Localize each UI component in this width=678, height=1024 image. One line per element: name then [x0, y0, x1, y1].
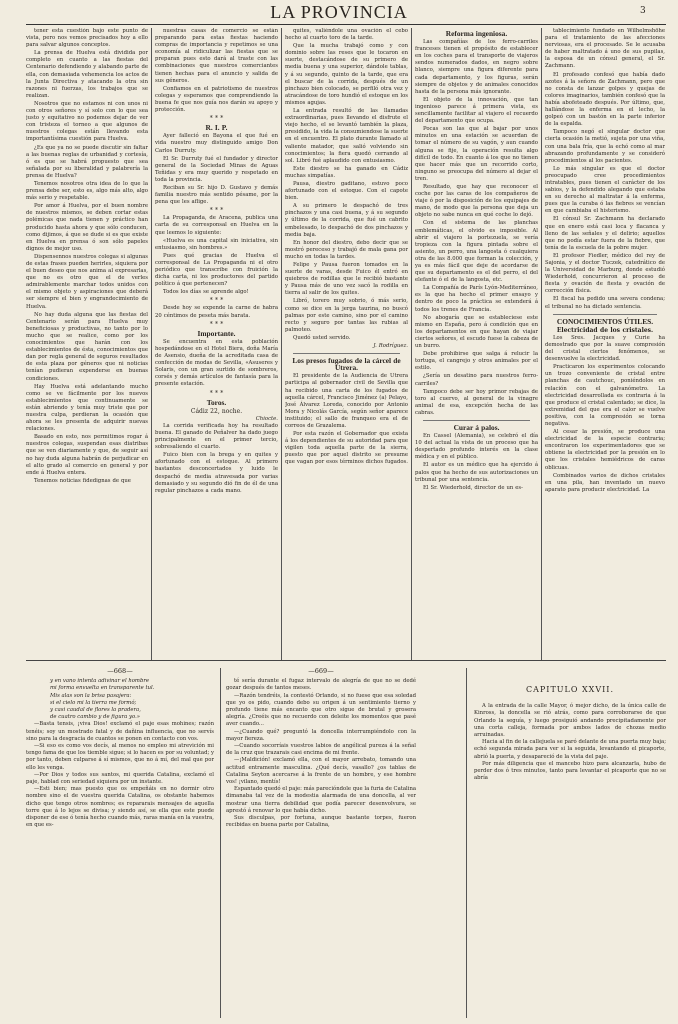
paragraph: Debe prohibirse que salga á relucir la tortuga, el cangrejo y otros animales por el estilo.: [415, 351, 538, 372]
paragraph: Pues qué gracias de Huelva el corresponsal de La Propaganda ni el otro periódico que transcribe con fruición la dicha carta, ni los productores del partido político á que pertenecen?: [155, 252, 278, 288]
feuilleton-page-left: [26, 668, 214, 1018]
paragraph: El Sr. Durruty fué el fundador y director general de la Sociedad Minas de Aguas Teñidas y era muy querido y respetado en toda la provincia.: [155, 155, 278, 183]
column-divider: [281, 28, 282, 660]
paragraph: Hay Huelva está adelantando mucho como se ve fácilmente por los nuevos establecimientos que continuamente se están abriendo y tenía muy triste que por nuestra culpa, perdieran la ocasión que ahora se les presenta de adquirir nuevas relaciones.: [26, 383, 148, 433]
paragraph: Nosotros que no estamos ni con unos ni con otros señores y sí solo con lo que sea justo y equitativo no podemos dejar de ver con tristeza el torneo a que algunos de nuestros colegas están llevando esta importantísima cuestión para Huelva.: [26, 100, 148, 143]
paragraph: El cónsul Sr. Zachmann ha declarado que en enero está casi loca y flacanca y lleno de las señales y el delirio; aquellos que no podía estar fuera de la fiebre, que tenía de la escuela de la pobre mujer.: [545, 216, 665, 251]
feuilleton-page-middle: [226, 668, 416, 1018]
paragraph: A la entrada de la calle Mayor, ó mejor dicho, de la única calle de Kinross, la doncella se rió atrás, como para corroborarse de que Orlando la seguía, y luego prosiguió andando precipitadamente por una corta calleja, formada por ambos lados de chozas medio arruinadas.: [474, 703, 666, 739]
section-heading-presos: Los presos fugados de la cárcel de Utrera.: [292, 356, 401, 373]
column-divider: [411, 28, 412, 660]
paragraph: Al cesar la presión, se produce una electricidad de la especie contraria; encontraron los experimentadores que se obtiene la electricidad por la presión en lo que los cristales hemiédricos de caras oblicuas.: [545, 429, 665, 471]
paragraph: Por amor á Huelva, por el buen nombre de nuestros mismos, se deben cortar estas polémicas que nada tienen y práctico han producido hasta ahora y que sólo conducen, como dijimos, á que se dude si es que existe en Huelva en prensa ó son sólo papeles dignos de mejor uso.: [26, 203, 148, 252]
paragraph: Tenemos nosotros otra idea de lo que la prensa debe ser, esto es, algo más alto, algo más serio y respetable.: [26, 180, 148, 202]
paragraph: Quedó usted servido.: [293, 334, 351, 341]
paragraph: tablecimiento fundado en Wilhelmshöhe para el tratamiento de las afecciones nerviosas, era el procesado. Se le acusaba de haber maltratado á uno de sus pupilas, la esposa de un cónsul general, el Sr. Zachmann.: [545, 28, 665, 70]
paragraph: La Propaganda, de Aracena, publica una carta de su corresponsal en Huelva en la que leemos lo siguiente:: [155, 215, 278, 236]
paragraph: Reciban su Sr. hijo D. Gustavo y demás familia nuestro más sentido pésame, por la pena que les aflige.: [155, 184, 278, 206]
paragraph: —¡Maldición! exclamó ella, con el mayor arrebato, tomando una actitud entramente masculina. ¿Qué decís, vasallo? ¿os tablas de Catalina Seyton acercarse á la frente de un hombre, y ese hombre vos! ¡vilano, mentís!: [226, 757, 416, 786]
feuilleton-page-number: —669—: [308, 668, 334, 675]
paragraph: Por esta razón el Gobernador que exista á los dependientes de su autoridad para que vigilen toda aquella parte de la sierra, puesto que por aquel distrito se presume que vagan por esos términos dichos fugados.: [285, 431, 408, 466]
paragraph: Lo más singular es que el doctor preocupado cree procedimientos intratables, pues tienen el carácter de los sabios, y la defendido alegando que estaba en su derecho al maltratar á la enferma, pues que la curaba ó las fiebres se vencían en que cambiaba el histerismo.: [545, 165, 665, 215]
paragraph: El Sr. Wiederhold, director de un es-: [423, 484, 523, 491]
paragraph: —¿Cuando qué? preguntó la doncella interrumpiéndolo con la mayor fiereza.: [226, 728, 416, 742]
verse-line: y en vano intenta adivinar el hombre: [50, 678, 149, 685]
paragraph: Se encuentra en esta población hospedándose en el Hotel Biera, doña María de Asensio, dueña de la acreditada casa de confección de modas de Sevilla, «Asuseres y Solaris, con un gran surtido de sombreros, corsés y demás artículos de fantasía para la presente estación.: [155, 338, 278, 388]
feuilleton-divider: [466, 668, 467, 1018]
separator-stars: * * *: [209, 207, 224, 215]
section-heading-curar: Curar á palos.: [453, 422, 500, 432]
column-3: [285, 28, 408, 660]
divider: [553, 314, 657, 315]
verse-line: y casi caudal de flores la pradera,: [50, 707, 141, 714]
paragraph: —Si eso es como vos decís, al menos no empleo mi atrevición mi tengo fama de que los tiemble sigue; si lo hacen es por su voluntad; y por tanto, deben culparse á sí mismos, que no á mí, del mal que por ello les venga.: [26, 743, 214, 771]
paragraph: —Cuando socorríais vuestros labios de angélical pureza á la señal de la cruz que trazarais casi encima de mi frente.: [226, 743, 416, 757]
dateline: Cádiz 22, noche.: [190, 407, 243, 415]
verse-line: Mis alas son la brisa pasajera:: [50, 692, 132, 699]
paragraph: Sus disculpas, por fortuna, aunque bastante torpes, fueron recibidas en buena parte por Catalina,: [226, 815, 416, 829]
paragraph: Fuico bien con la brega y en quites y afortunado con el estoque. Al primero bastantes desconcertados y luido le despachó de media atravesada por varias demasiado y su segundo dió fin de él de una regular pinchazos a cada mano.: [155, 452, 278, 494]
paragraph: —Por Dios y todos sus santos, mi querida Catalina, exclamó el paje, hablad con seriedad siquiera por un instante.: [26, 771, 214, 786]
column-divider: [541, 28, 542, 660]
paragraph: Espantado quedó el paje: más parecióndole que la furia de Catalina dimanaba tal vez de la modestia alarmada de una doncella, al ver mostrar una tierra debilidad que podía parecer desenvolvura, se aprestó á renovar lo que había dicho.: [226, 786, 416, 814]
paragraph: El autor es un médico que ha ejercido á palos que ha hecho de sus autorizaciones un tribunal por una sentencia.: [415, 462, 538, 483]
paragraph: Felipe y Pausa fueron tomados en la suerte de varas, desde Fuico él entró en quiebros de rodillas que le recibió bastante y Pausa más de uno vez sacó la rodilla en tierra al salir de los quites.: [285, 262, 408, 297]
column-1: [26, 28, 148, 660]
paragraph: A su primero le despachó de tres pinchazos y una casi buena, y á su segundo y último de la corrida, que fué un cabrito embelesado, lo despachó de dos pinchazos y media baja.: [285, 203, 408, 238]
paragraph: El profesado confesó que había dado azotes á la señora de Zachmann, pero que no consta de lanzar golpes y quejas de colores imaginarios, también confesó que la había abofeteado después. Por último, que, hallándose la enferma en el lecho, la golpeó con un bastón en la parte inferior de la espalda.: [545, 71, 665, 128]
paragraph: «Huelva es una capital sin iniciativa, sin entusiasmo, sin hombres.»: [155, 237, 278, 251]
header-rule: [26, 24, 666, 25]
feuilleton-page-right: [474, 668, 666, 1018]
separator-stars: * * *: [209, 115, 224, 123]
page-number: 3: [640, 6, 646, 16]
signature: J. Rodríguez.: [373, 343, 408, 350]
feuilleton-rule: [26, 660, 666, 661]
paragraph: La corrida verificada hoy ha resultado buena. El ganado de Peñalver ha dado juego principalmente en el primer tercio, sobresaliendo el cuarto.: [155, 422, 278, 451]
divider: [423, 420, 530, 421]
paragraph: La Compañía de París Lyón-Mediterráneo, es la que ha hecho el primer ensayo y dentro de poco la práctica se extenderá á todos los trenes de Francia.: [415, 285, 538, 313]
paragraph: quites, valiéndole una ovación el cebo hecho al cuarto toro de la tarde.: [285, 28, 408, 42]
paragraph: té sería durante el fugaz intervalo de alegría de que no se dedé gozar después de tantos meses.: [226, 678, 416, 692]
column-2: [155, 28, 278, 660]
paragraph: ¿Es que ya no se puede discutir sin faltar a las buenas reglas de urbanidad y cortesía, ó es que se habrá propuesto que sea señalada por su liberalidad y palabrería la prensa de Huelva?: [26, 144, 148, 179]
paragraph: Las compañías de los ferro-carriles franceses tienen el propósito de establecer en los coches para el transporte de viajeros sendos numerados dados, en negro sobre blanco, siempre una figura diferente para cada departamento, y los figuras, serán siempre de objetos y de animales conocidos hasta de la persona más ignorante.: [415, 39, 538, 95]
paragraph: Tampoco debe ser hoy primor rebajas de toro al cuervo, al general de la vinagre animal de esa, excepción hecha de las cabras.: [415, 388, 538, 416]
paragraph: Que la mucha trabajó como y con dominio sobre las reses que le tocaron en suerte, destacándose de su primero de media buena y una superior, dándole tablas, y á su segundo, quinto de la tarde, que era el buscar de la corrida, después de un pinchazo bien colocado, se perfiló otra vez y atracándose de toro hundió el estoque en los mismos agujas.: [285, 43, 408, 106]
paragraph: Tampoco negó el singular doctor que cierta ocasión la metió, sujeta por una viña, con una bala fría, que la echó como al mar abrazando profundamente y se consideró procedimientos al los pacientes.: [545, 129, 665, 164]
paragraph: La entrada resultó de las llamadas extraordinarias, pues llevando el disfrute el viejo hecho, el se levantó también la plaza, presidido, la vida la consumiendose la suerte en el encuentro. El plato durante llamado al valiente matador, que salió volviendo sin conocimientos; la fiera quedó cerrando al sol. Libró fué aplaudido con entusiasmo.: [285, 108, 408, 164]
paragraph: En honor del diestro, debo decir que se mostró pereceso y trabajó de mala gana por mucho en todas la tardes.: [285, 239, 408, 260]
paragraph: ¿Sería un desatino para nuestros ferro-carriles?: [415, 373, 538, 387]
column-4: [415, 28, 538, 660]
paragraph: No hay duda alguna que las fiestas del Centenario serán para Huelva muy beneficiosas y productivas, no tanto por lo mucho que se realice, como por los conocimientos que harán con los establecimientos de ésta, conocimientos que dan por regla general de seguros resultados de esta plaza por géneros que ni noticias tenían pudieran expenderse en buenas condiciones.: [26, 311, 148, 382]
paragraph: Combinados varios de dichos cristales en una pila, han inventado un nuevo aparato para producir electricidad. La: [545, 472, 665, 493]
paragraph: Tenemos noticias fidedignas de que: [34, 477, 131, 484]
separator-stars: * * *: [209, 320, 224, 328]
paragraph: Pocas son las que al bajar por unos minutos en una estación se acuerdan de tomar el número de su vagón, y aun cuando alguna se fije, la operación resulta algo difícil de todo. En cuanto á los que no tienen que hacer más que un recorrido corto, ninguno se preocupa del número al dejar el tren.: [415, 126, 538, 182]
verse-line: si el cielo mi la tierra me formó;: [50, 699, 137, 706]
paragraph: Basado en esto, nos permitimos rogar á nuestros colegas, suspendan esas diatribas que se ven diariamente y que, de seguir así no hay duda alguna habrán de perjudicar en el alto grado al comercio en general y por ende á Huelva entera.: [26, 434, 148, 476]
verse-line: de cuatro cambio y de figura yo.»: [50, 714, 140, 721]
verse-line: mi forma envuelta en transparente tul.: [50, 685, 155, 692]
chapter-heading: CAPITULO XXVII.: [526, 685, 614, 694]
paragraph: Los Sres. Jacques y Curie ha demostrado que por la suave compresión del cristal ciertos fenómenos, se desenvuelve la electricidad.: [545, 334, 665, 363]
paragraph: El presidente de la Audiencia de Utrera participa al gobernador civil de Sevilla que ha recibido una carta de los fugados de aquella cárcel, Francisco Jiménez (a) Pelayo, José Álvarez Loreda, conocido por Antonio Mora y Nicolás García, según señor aparece instituido; el sallo de franqueo era el de correos de Grazalema.: [285, 373, 408, 429]
divider: [293, 353, 400, 354]
paragraph: Todos los días se aprende algo!: [163, 289, 249, 296]
paragraph: La prensa de Huelva está dividida por completo en cuanto a las fiestas del Centenario defendiendo y alabando parte de ella, con demasiada vehemencia los actos de la Junta Directiva y atacando la otra sin razones ni fuerzas, los trabajos que se realizan.: [26, 50, 148, 99]
newspaper-title: LA PROVINCIA: [270, 2, 408, 22]
section-heading-reforma: Reforma ingeniosa.: [445, 29, 508, 38]
feuilleton-divider: [220, 668, 221, 1018]
paragraph: El fiscal ha pedido una severa condena; el tribunal no ha dictado sentencia.: [545, 296, 665, 310]
paragraph: Con el sistema de las planchas emblemáticas, el olvido es imposible. Al abrir el viajero la portezuela, se vería tropieza con la figura pintada sobre el asiento, un perro, una langosta ó cualquiera otra de las 8.000 que forman la colección, y ya es más fácil que deje de acordarse de que su departamento es el del perro, el del elefante ó el de la langosta, etc.: [415, 220, 538, 284]
column-divider: [151, 28, 152, 660]
paragraph: nuestras casas de comercio se están preparando para estas fiestas haciendo compras de importancia y repetimos se una economía al ridiculizar las fiestas que se preparan pues esto dará al traste con las combinaciones que nuestros comerciantes tienen hechas para el anuncio y salida de sus géneros.: [155, 28, 278, 84]
paragraph: —Basta tensis, ¡viva Dios! exclamó el paje esas mohines; razón tenéis; soy un mostrado fatal y de dañina influencia, que no servís sino para la desgracia de cuantos se ponen en contacto con vos.: [26, 721, 214, 742]
byline: Chiocte.: [255, 415, 278, 422]
paragraph: Pausa, diestro gaditano, estuvo poco afortunado con el estoque. Con el capote bien.: [285, 180, 408, 202]
paragraph: El objeto de la innovación, que tan ingenioso parece á primera vista, es sencillamente facilitar al viajero el recuerdo del departamento que ocupa.: [415, 96, 538, 125]
paragraph: tener esta cuestión bajo este punto de vista, pero nos vemos precisados hoy a ello para salvar algunos conceptos.: [26, 28, 148, 49]
section-heading-conocimientos: CONOCIMIENTOS ÚTILES.: [556, 316, 654, 326]
section-heading-rip: R. I. P.: [205, 123, 228, 133]
paragraph: Ayer falleció en Bayona el que fué en vida nuestro muy distinguido amigo Don Carlos Durruty.: [155, 133, 278, 154]
paragraph: —Esti bien; mas puesto que os empeñáis en no dormir otro nombre sino el de vuestra querida Catalina, os obstante habemos dicho que tengo otros nombres; es repararais mensajes de aquella torre que á lo lejos se divisa; y siendo así, se ella que este puede disponer de ese ó tenía hecho cuando más, raras manía en la vuestra, en que es-: [26, 786, 214, 829]
paragraph: —Razón tendréis, la contestó Orlando, si no fuese que esa soledad que yo os pido, cuando debo su origen á un sentimiento tierno y profundo tiene más encanto que otro sigue de brutal y grosera alegría. ¿Creéis que no recuerdo con deleite los momentos que pasé aver cuando...: [226, 692, 416, 728]
paragraph: Dispensennos nuestros colegas si algunas de estas frases pueden herirles, siquiera por el buen deseo que nos anima al expresarlas, que no es otro que el de verles admirablemente marchar todos unidos con el mismo objeto y aspiraciones que deberá ser siempre el bien y engrandecimiento de Huelva.: [26, 253, 148, 310]
paragraph: Hacia al fin de la callejuela se paró delante de una puerta muy baja; echó segunda mirada para ver si la seguida, levantando el picaporte, abrió la puerta, y desapareció de la vista del paje.: [474, 739, 666, 760]
paragraph: Resultado, que hay que reconocer el coche por las caras de los compañeros de viaje ó por la disposición de los equipajes de mano, de modo que la persona que deja un objeto no sabe nunca en qué coche lo dejó.: [415, 183, 538, 219]
feuilleton-page-number: —668—: [107, 668, 133, 675]
paragraph: Confiamos en el patriotismo de nuestros colegas y esperamos que comprendiendo la buena fe que nos guía nos darán su apoyo y protección.: [155, 85, 278, 114]
section-heading-important: Importante.: [197, 328, 236, 338]
paragraph: Libró, torero muy sobrio, ó más serio, como se dice en la jerga taurina, no buscó palmas por este camino, sino por el camino recto y seguro por tantas las rubias al palmoteo.: [285, 298, 408, 333]
paragraph: Practicaron los experimentos colocando un trozo conveniente de cristal entre planchas de cautchouc, poniéndolos en relación con el galvanómetro. La electricidad desarrollada es contraria á la que produce el cristal calentado; se dice, la extremidad del que era el calor se vuelve positiva, con la compresión se torna negativa.: [545, 364, 665, 427]
paragraph: Por más diligencia que el mancebo hizo para alcanzarla, hubo de perder dos ó tres minutos, tanto para levantar el picaporte que no se abría: [474, 760, 666, 782]
separator-stars: * * *: [209, 389, 224, 397]
separator-stars: * * *: [209, 297, 224, 305]
paragraph: El profesor Fiedler, médico del rey de Sajonia, y el doctor Tuczek, catedrático de la Universidad de Marburg, donde estudió Wiederhold, concurrieron al proceso de fiesta y ovación de fiesta y ovación de corrección física.: [545, 252, 665, 295]
paragraph: Este diestro se ha ganado en Cádiz muchas simpatías.: [285, 165, 408, 179]
paragraph: No abogaría que se estableciese este mismo en España, pero á condición que en los departamentos en que hayan de viajar ciertos señores, el escudo fuese la cabeza de un burro.: [415, 314, 538, 350]
subheading: Electricidad de los cristales.: [556, 326, 654, 334]
paragraph: En Cassel (Alemania), se celebró el día 10 del actual la vista de un proceso que ha despertado profundo interés en la clase médica y en el público.: [415, 433, 538, 461]
section-heading-toros: Toros.: [206, 397, 227, 407]
column-5: [545, 28, 665, 660]
paragraph: Desde hoy se expende la carne de habra 20 céntimos de peseta más barata.: [155, 305, 278, 319]
